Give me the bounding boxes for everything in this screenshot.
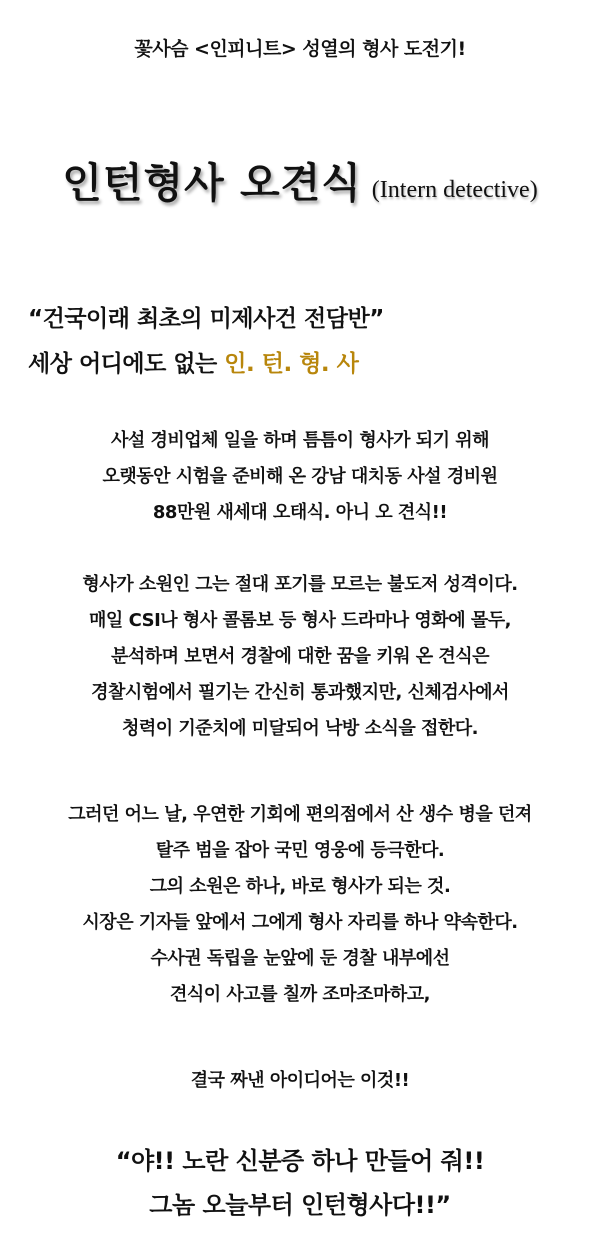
tagline-prefix: 세상 어디에도 없는	[28, 351, 225, 377]
paragraph-4	[0, 1063, 600, 1099]
header-subtitle: 꽃사슴 <인피니트> 성열의 형사 도전기!	[134, 38, 466, 60]
paragraph-line: 분석하며 보면서 경찰에 대한 꿈을 키워 온 견식은	[110, 646, 490, 667]
paragraph-line: 그의 소원은 하나, 바로 형사가 되는 것.	[149, 876, 451, 897]
title-english: (Intern detective)	[371, 177, 538, 203]
paragraph-line: 사설 경비업체 일을 하며 틈틈이 형사가 되기 위해	[110, 430, 490, 451]
paragraph-line: 그러던 어느 날, 우연한 기회에 편의점에서 산 생수 병을 던져	[68, 804, 532, 825]
page-title	[0, 150, 600, 209]
tagline-line-2	[28, 345, 358, 378]
title-korean: 인턴형사 오견식	[62, 159, 362, 207]
paragraph-line: 청력이 기준치에 미달되어 낙방 소식을 접한다.	[121, 718, 479, 739]
paragraph-line: 매일 CSI나 형사 콜롬보 등 형사 드라마나 영화에 몰두,	[89, 610, 511, 631]
paragraph-line: 수사권 독립을 눈앞에 둔 경찰 내부에선	[150, 948, 450, 969]
tagline-accent: 인. 턴. 형. 사	[224, 351, 359, 377]
paragraph-line: 견식이 사고를 칠까 조마조마하고,	[169, 984, 431, 1005]
paragraph-line: 결국 짜낸 아이디어는 이것!!	[190, 1070, 410, 1091]
paragraph-1	[0, 423, 600, 531]
paragraph-3	[0, 797, 600, 1013]
quote-line-1: “야!! 노란 신분증 하나 만들어 줘!!	[115, 1147, 485, 1175]
paragraph-line: 경찰시험에서 필기는 간신히 통과했지만, 신체검사에서	[91, 682, 509, 703]
paragraph-line: 형사가 소원인 그는 절대 포기를 모르는 불도저 성격이다.	[82, 574, 518, 595]
paragraph-line: 오랫동안 시험을 준비해 온 강남 대치동 사설 경비원	[102, 466, 498, 487]
quote-line-2: 그놈 오늘부터 인턴형사다!!”	[149, 1191, 451, 1219]
final-quote	[0, 1139, 600, 1227]
tagline-line-1: “건국이래 최초의 미제사건 전담반”	[28, 306, 384, 332]
paragraph-line: 시장은 기자들 앞에서 그에게 형사 자리를 하나 약속한다.	[82, 912, 518, 933]
paragraph-2	[0, 567, 600, 747]
paragraph-line: 88만원 새세대 오태식. 아니 오 견식!!	[152, 502, 448, 523]
paragraph-line: 탈주 범을 잡아 국민 영웅에 등극한다.	[155, 840, 445, 861]
